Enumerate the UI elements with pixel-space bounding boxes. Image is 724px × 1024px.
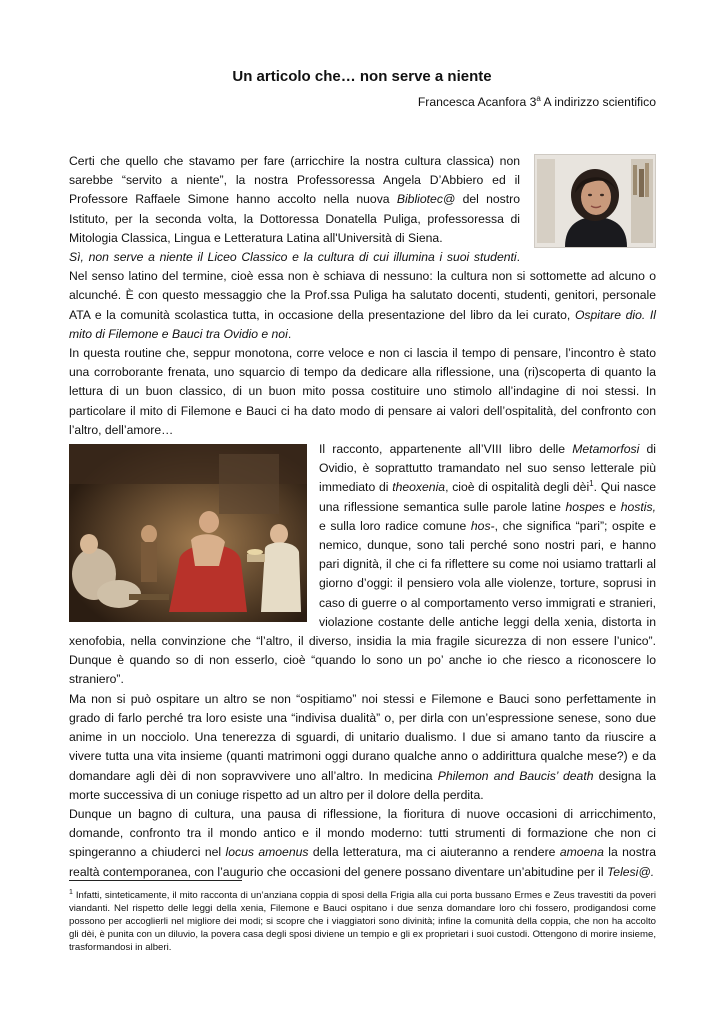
racconto-text-b: di Ovidio, è soprattutto tramandato nel suo senso letterale più immediato di — [319, 442, 657, 495]
paragraph-intro-text-2: del nostro Istituto, per la seconda volta, la Dottoressa Donatella Puliga, professoressa di Mitologia Classica, Lingua e Letteratura Latina all'Università di Siena. — [69, 192, 520, 245]
hostis-term: hostis, — [620, 499, 656, 514]
conclusion-text-c: la nostra realtà contemporanea, con l’augurio che occasioni del genere possano diventare un’abitudine per il — [69, 845, 657, 879]
racconto-text-c: , cioè di ospitalità degli dèi — [445, 480, 590, 495]
paragraph-ospitare — [69, 690, 656, 805]
paragraph-conclusion — [69, 805, 656, 882]
footnote-text: Infatti, sinteticamente, il mito racconta di un’anziana coppia di sposi della Frigia alla cui porta bussano Ermes e Zeus travestiti da poveri viandanti. Nel rispetto delle leggi della xenia, Filemone e Bauci ospitano i due senza domandare loro chi fossero, prodigandosi come possono per accoglierli nel migliore dei modi; si scopre che i viaggiatori sono divinità; infine la comunità della coppia, che non ha accolto gli dèi, è punita con un diluvio, la povera casa degli sposi diviene un tempio e gli ex proprietari i suoi custodi. Ottengono di morire insieme, trasformandosi in alberi. — [69, 890, 656, 954]
painting-image — [69, 444, 307, 622]
amoena-term: amoena — [559, 845, 604, 860]
paragraph-intro-text: Certi che quello che stavamo per fare (arricchire la nostra cultura classica) non sarebbe “servito a niente”, la nostra Professoressa Angela D’Abbiero ed il Professore Raffaele Simone hanno accolto nella nuova — [69, 154, 520, 207]
racconto-text-f: e sulla loro radice comune — [319, 518, 471, 533]
liceo-quote: Sì, non serve a niente il Liceo Classico e la cultura di cui illumina i suoi studenti — [69, 250, 517, 265]
footnote-number: 1 — [69, 889, 73, 896]
author-portrait-photo — [534, 154, 656, 248]
racconto-text-e: e — [604, 499, 621, 514]
philemon-baucis-painting — [69, 444, 307, 622]
book-title: Ospitare dio. Il mito di Filemone e Bauci tra Ovidio e noi — [69, 307, 656, 341]
locus-amoenus-term: locus amoenus — [225, 845, 309, 860]
author-class-sup: a — [536, 94, 541, 103]
paragraph-liceo-end: . — [287, 326, 292, 341]
racconto-text-g: , che significa “pari”; ospite e nemico, dunque, sono tali perché sono nostri pari, e hanno pari dignità, il che ci fa riflettere su come noi usiamo trattarli al giorno d’oggi: il pensiero vola alle violenze, torture, soprusi in caso di guerre o al comportamento verso immigrati e stranieri, violazione costante delle antiche leggi della xenia, distorta in xenofobia, nella convinzione che “l’altro, il diverso, insidia la mia fragile sicurezza di non essere l’unico”. Dunque è quando so di non esserlo, cioè “quando lo sono un po’ anche io che riesco a riconoscere lo straniero”. — [69, 518, 656, 687]
paragraph-liceo — [69, 248, 656, 344]
metamorfosi-term: Metamorfosi — [572, 442, 640, 457]
telesia-term: Telesi@. — [606, 864, 655, 879]
author-name: Francesca Acanfora 3 — [417, 95, 537, 110]
theoxenia-term: theoxenia — [392, 480, 446, 495]
philemon-death-term: Philemon and Baucis’ death — [437, 768, 594, 783]
footnote-separator — [69, 880, 242, 881]
paragraph-routine: In questa routine che, seppur monotona, corre veloce e non ci lascia il tempo di pensare, l’incontro è stato una corroborante frenata, uno squarcio di tempo da dedicare alla riflessione, una (ri)scoperta di quanto la lettura di un buon classico, di un buon mito possa costituire uno stimolo all’indagine di noi stessi. In particolare il mito di Filemone e Bauci ci ha dato modo di pensare ai valori dell’ospitalità, del confronto con l’altro, dell’amore… — [69, 346, 656, 437]
author-class: A indirizzo scientifico — [540, 95, 656, 110]
hospes-term: hospes — [565, 499, 605, 514]
hos-term: hos- — [470, 518, 495, 533]
ospitare-text-b: designa la morte successiva di un coniuge rispetto ad un altro per il dolore della perdita. — [69, 768, 657, 802]
ospitare-text-a: Ma non si può ospitare un altro se non “ospitiamo” noi stessi e Filemone e Bauci sono perfettamente in grado di farlo perché tra loro esiste una “indivisa dualità” o, per dirla con un’espressione senese, sono due anime in un nocciolo. Una tenerezza di sguardi, di unitario dualismo. I due si amano tanto da riuscire a vivere tutta una vita insieme (quanti matrimoni oggi durano qualche anno o addirittura qualche mese?) e da domandare agli dèi di non sopravvivere uno all’altro. In medicina — [69, 691, 656, 783]
racconto-text-d: . Qui nasce una riflessione semantica sulle parole latine — [319, 480, 656, 514]
bibliotec-term: Bibliotec@ — [396, 192, 456, 207]
article-body — [69, 152, 656, 882]
paragraph-liceo-text: . Nel senso latino del termine, cioè essa non è schiava di nessuno: la cultura non si sottomette ad alcuno o alcunché. È con questo messaggio che la Prof.ssa Puliga ha salutato docenti, studenti, genitori, personale ATA e la comunità scolastica tutta, in occasione della presentazione del libro da lei curato, — [69, 250, 656, 322]
racconto-text-a: Il racconto, appartenente all’VIII libro delle — [319, 442, 573, 457]
footnote-reference[interactable]: 1 — [589, 479, 594, 489]
conclusion-text-b: della letteratura, ma ci aiuteranno a rendere — [308, 845, 560, 860]
footnote — [69, 886, 656, 954]
conclusion-text-a: Dunque un bagno di cultura, una pausa di riflessione, la fioritura di nuove occasioni di arricchimento, domande, confronto tra il mondo antico e il mondo moderno: tutti strumenti di formazione che non ci spingeranno a chiuderci nel — [69, 806, 656, 860]
article-author — [418, 94, 656, 109]
portrait-image — [535, 155, 655, 247]
article-title: Un articolo che… non serve a niente — [232, 68, 492, 85]
